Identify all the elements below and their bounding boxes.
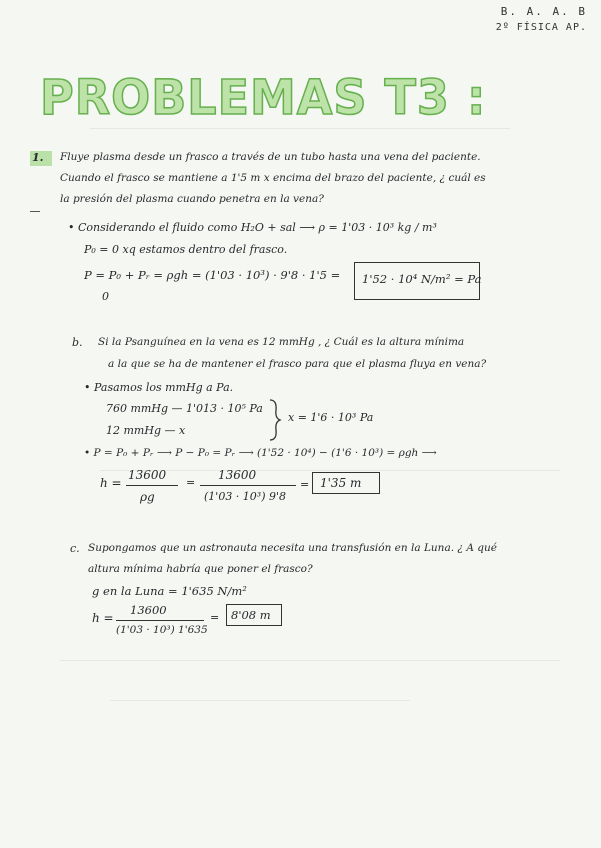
bleed-through-line — [90, 128, 510, 129]
fraction-denominator: (1'03 · 10³) 1'635 — [116, 624, 208, 636]
pressure-equation: P = P₀ + Pᵣ = ρgh = (1'03 · 10³) · 9'8 · 1'5 = — [84, 268, 341, 282]
fluid-assumption: • Considerando el fluido como H₂O + sal ⟶ ρ = 1'03 · 10³ kg / m³ — [68, 221, 437, 234]
fraction-numerator: 13600 — [130, 603, 167, 617]
page-title: PROBLEMAS T3 : — [40, 68, 487, 126]
conversion-step: • Pasamos los mmHg a Pa. — [84, 381, 234, 394]
part-label: c. — [70, 542, 80, 555]
fraction-denominator: (1'03 · 10³) 9'8 — [204, 490, 287, 503]
bleed-through-line — [100, 470, 560, 471]
course-label: 2º FÍSICA AP. — [495, 22, 587, 33]
height-label: h = — [100, 476, 122, 490]
height-result: 8'08 m — [231, 608, 271, 622]
equals-sign: = — [186, 476, 196, 489]
part-b-statement: Si la Psanguínea en la vena es 12 mmHg , ¿ Cuál es la altura mínima — [98, 336, 465, 348]
crossed-zero: 0 — [102, 290, 109, 303]
bleed-through-line — [110, 700, 410, 701]
height-result: 1'35 m — [320, 476, 362, 490]
problem-statement-line: la presión del plasma cuando penetra en la vena? — [60, 193, 324, 205]
fraction-bar — [116, 620, 204, 621]
fraction-bar — [200, 485, 296, 486]
part-label: b. — [72, 336, 83, 349]
bleed-through-line — [60, 660, 560, 661]
curly-brace — [268, 398, 282, 442]
fraction-numerator: 13600 — [218, 468, 257, 482]
fraction-bar — [126, 485, 178, 486]
problem-number: 1. — [32, 151, 44, 164]
pressure-result: 1'52 · 10⁴ N/m² = Pa — [362, 272, 482, 286]
fraction-denominator: ρg — [140, 490, 155, 504]
moon-gravity: g en la Luna = 1'635 N/m² — [92, 584, 247, 598]
problem-statement-line: Cuando el frasco se mantiene a 1'5 m x encima del brazo del paciente, ¿ cuál es — [60, 172, 486, 184]
conversion-row: 12 mmHg — x — [106, 424, 186, 437]
conversion-result: x = 1'6 · 10³ Pa — [288, 411, 374, 424]
student-initials: B. A. A. B — [500, 5, 587, 18]
fraction-numerator: 13600 — [128, 468, 167, 482]
equals-sign: = — [300, 478, 310, 491]
underline — [30, 211, 40, 212]
height-label: h = — [92, 611, 114, 625]
problem-statement-line: Fluye plasma desde un frasco a través de un tubo hasta una vena del paciente. — [60, 151, 481, 163]
part-c-statement: altura mínima habría que poner el frasco? — [88, 563, 313, 575]
part-c-statement: Supongamos que un astronauta necesita una transfusión en la Luna. ¿ A qué — [88, 542, 497, 554]
initial-pressure-note: P₀ = 0 xq estamos dentro del frasco. — [84, 243, 288, 256]
pressure-difference-step: • P = P₀ + Pᵣ ⟶ P − P₀ = Pᵣ ⟶ (1'52 · 10⁴) − (1'6 · 10³) = ρgh ⟶ — [84, 447, 437, 459]
equals-sign: = — [210, 611, 220, 624]
part-b-statement: a la que se ha de mantener el frasco para que el plasma fluya en vena? — [108, 358, 487, 370]
conversion-row: 760 mmHg — 1'013 · 10⁵ Pa — [106, 402, 263, 415]
